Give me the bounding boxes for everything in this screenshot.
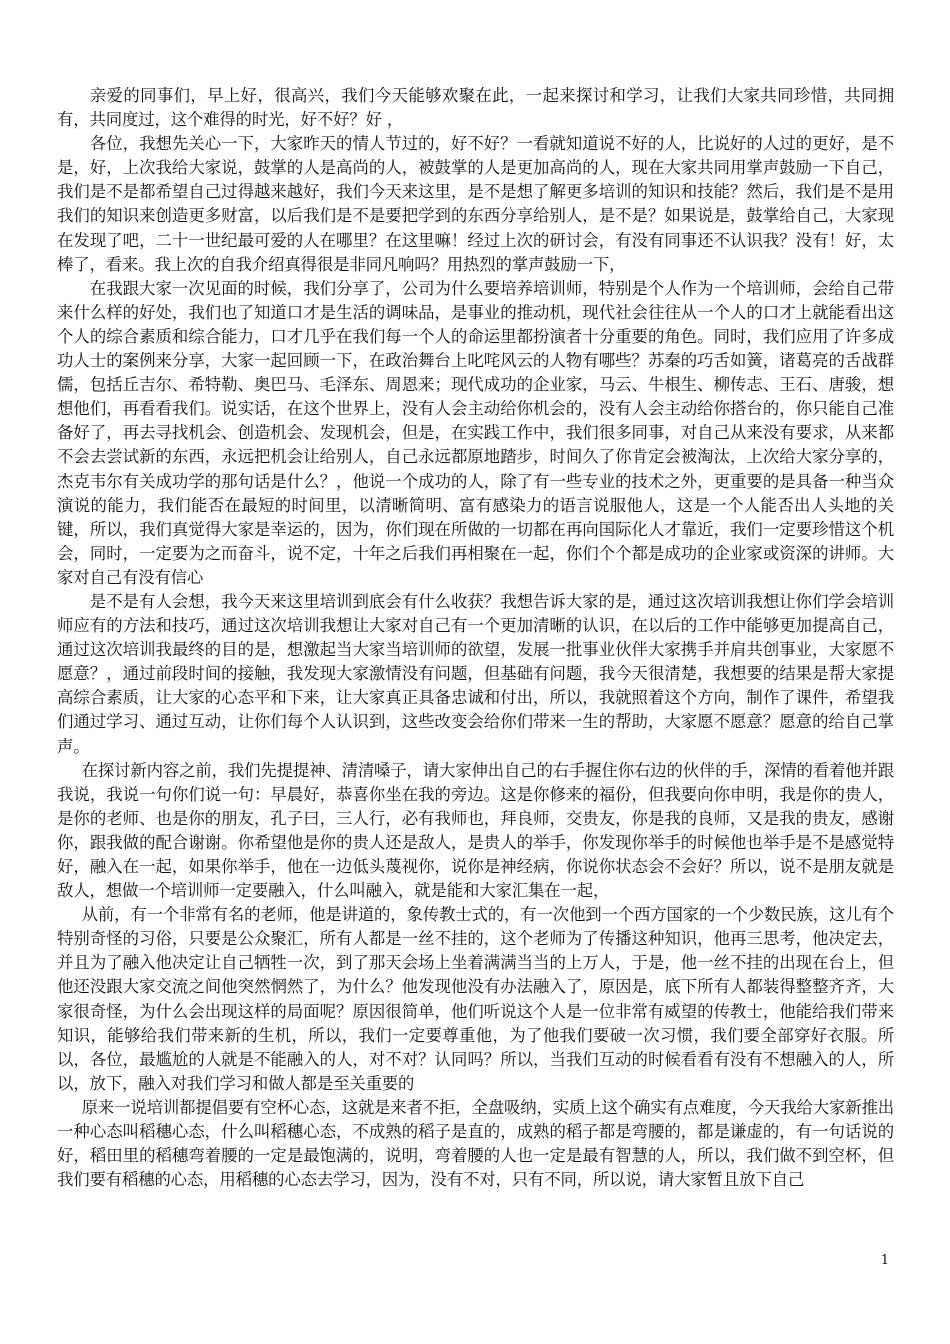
paragraph-6: 从前，有一个非常有名的老师，他是讲道的，象传教士式的，有一次他到一个西方国家的一个少数民族，这儿有个特别奇怪的习俗，只要是公众聚汇，所有人都是一丝不挂的，这个老师为了传播这种知识，他再三思考，他决定去，并且为了融入他决定让自己牺牲一次，到了那天会场上坐着满满当当的上万人，于是，他一丝不挂的出现在台上，但他还没跟大家交流之间他突然惘然了，为什么？他发现他没有办法融入了，原因是，底下所有人都装得整整齐齐，大家很奇怪，为什么会出现这样的局面呢？原因很简单，他们听说这个人是一位非常有威望的传教士，他能给我们带来知识，能够给我们带来新的生机，所以，我们一定要尊重他，为了他我们要破一次习惯，我们要全部穿好衣服。所以，各位，最尴尬的人就是不能融入的人，对不对？认同吗？所以，当我们互动的时候看看有没有不想融入的人，所以，放下，融入对我们学习和做人都是至关重要的 [57,905,894,1093]
document-body [57,84,894,1192]
paragraph-3: 在我跟大家一次见面的时候，我们分享了，公司为什么要培养培训师，特别是个人作为一个培训师，会给自己带来什么样的好处，我们也了知道口才是生活的调味品，是事业的推动机，现代社会往往从一个人的口才上就能看出这个人的综合素质和综合能力，口才几乎在我们每一个人的命运里都扮演者十分重要的角色。同时，我们应用了许多成功人士的案例来分享，大家一起回顾一下，在政治舞台上叱咤风云的人物有哪些？苏秦的巧舌如簧，诸葛亮的舌战群儒，包括丘吉尔、希特勒、奥巴马、毛泽东、周恩来；现代成功的企业家，马云、牛根生、柳传志、王石、唐骏，想想他们，再看看我们。说实话，在这个世界上，没有人会主动给你机会的，没有人会主动给你搭台的，你只能自己准备好了，再去寻找机会、创造机会、发现机会，但是，在实践工作中，我们很多同事，对自己从来没有要求，从来都不会去尝试新的东西，永远把机会让给别人，自己永远都原地踏步，时间久了你肯定会被淘汰，上次给大家分享的，杰克韦尔有关成功学的那句话是什么？，他说一个成功的人，除了有一些专业的技术之外，更重要的是具备一种当众演说的能力，我们能否在最短的时间里，以清晰简明、富有感染力的语言说服他人，这是一个人能否出人头地的关键，所以，我们真觉得大家是幸运的，因为，你们现在所做的一切都在再向国际化人才靠近，我们一定要珍惜这个机会，同时，一定要为之而奋斗，说不定，十年之后我们再相聚在一起，你们个个都是成功的企业家或资深的讲师。大家对自己有没有信心 [57,278,894,587]
paragraph-2: 各位，我想先关心一下，大家昨天的情人节过的，好不好？一看就知道说不好的人，比说好的人过的更好，是不是，好，上次我给大家说，鼓掌的人是高尚的人，被鼓掌的人是更加高尚的人，现在大家共同用掌声鼓励一下自己，我们是不是都希望自己过得越来越好，我们今天来这里，是不是想了解更多培训的知识和技能？然后，我们是不是用我们的知识来创造更多财富，以后我们是不是要把学到的东西分享给别人，是不是？如果说是，鼓掌给自己，大家现在发现了吧，二十一世纪最可爱的人在哪里？在这里嘛！经过上次的研讨会，有没有同事还不认识我？没有！好，太棒了，看来。我上次的自我介绍真得很是非同凡响吗？用热烈的掌声鼓励一下， [57,134,894,274]
paragraph-1: 亲爱的同事们，早上好，很高兴，我们今天能够欢聚在此，一起来探讨和学习，让我们大家共同珍惜，共同拥有，共同度过，这个难得的时光，好不好？好 ， [57,86,894,130]
paragraph-7: 原来一说培训都提倡要有空杯心态，这就是来者不拒，全盘吸纳，实质上这个确实有点难度，今天我给大家新推出一种心态叫稻穗心态，什么叫稻穗心态，不成熟的稻子是直的，成熟的稻子都是弯腰的，都是谦虚的，有一句话说的好，稻田里的稻穗弯着腰的一定是最饱满的，说明，弯着腰的人也一定是最有智慧的人，所以，我们做不到空杯，但我们要有稻穗的心态，用稻穗的心态去学习，因为，没有不对，只有不同，所以说，请大家暂且放下自己 [57,1097,894,1190]
paragraph-5: 在探讨新内容之前，我们先提提神、清清嗓子，请大家伸出自己的右手握住你右边的伙伴的手，深情的看着他并跟我说，我说一句你们说一句：早晨好，恭喜你坐在我的旁边。这是你修来的福份，但我要向你申明，我是你的贵人，是你的老师、也是你的朋友，孔子曰，三人行，必有我师也，拜良师，交贵友，你是我的良师，又是我的贵友，感谢你，跟我做的配合谢谢。你希望他是你的贵人还是敌人，是贵人的举手，你发现你举手的时候他也举手是不是感觉特好，融入在一起，如果你举手，他在一边低头蔑视你，说你是神经病，你说你状态会不会好？所以，说不是朋友就是敌人，想做一个培训师一定要融入，什么叫融入，就是能和大家汇集在一起， [57,760,894,901]
page-number: 1 [880,1253,889,1268]
paragraph-4: 是不是有人会想，我今天来这里培训到底会有什么收获？我想告诉大家的是，通过这次培训我想让你们学会培训师应有的方法和技巧，通过这次培训我想让大家对自己有一个更加清晰的认识，在以后的工作中能够更加提高自己，通过这次培训我最终的目的是，想激起当大家当培训师的欲望，发展一批事业伙伴大家携手并肩共创事业，大家愿不愿意？，通过前段时间的接触，我发现大家激情没有问题，但基础有问题，我今天很清楚，我想要的结果是帮大家提高综合素质，让大家的心态平和下来，让大家真正具备忠诚和付出，所以，我就照着这个方向，制作了课件，希望我们通过学习、通过互动，让你们每个人认识到，这些改变会给你们带来一生的帮助，大家愿不愿意？愿意的给自己掌声。 [57,591,894,756]
